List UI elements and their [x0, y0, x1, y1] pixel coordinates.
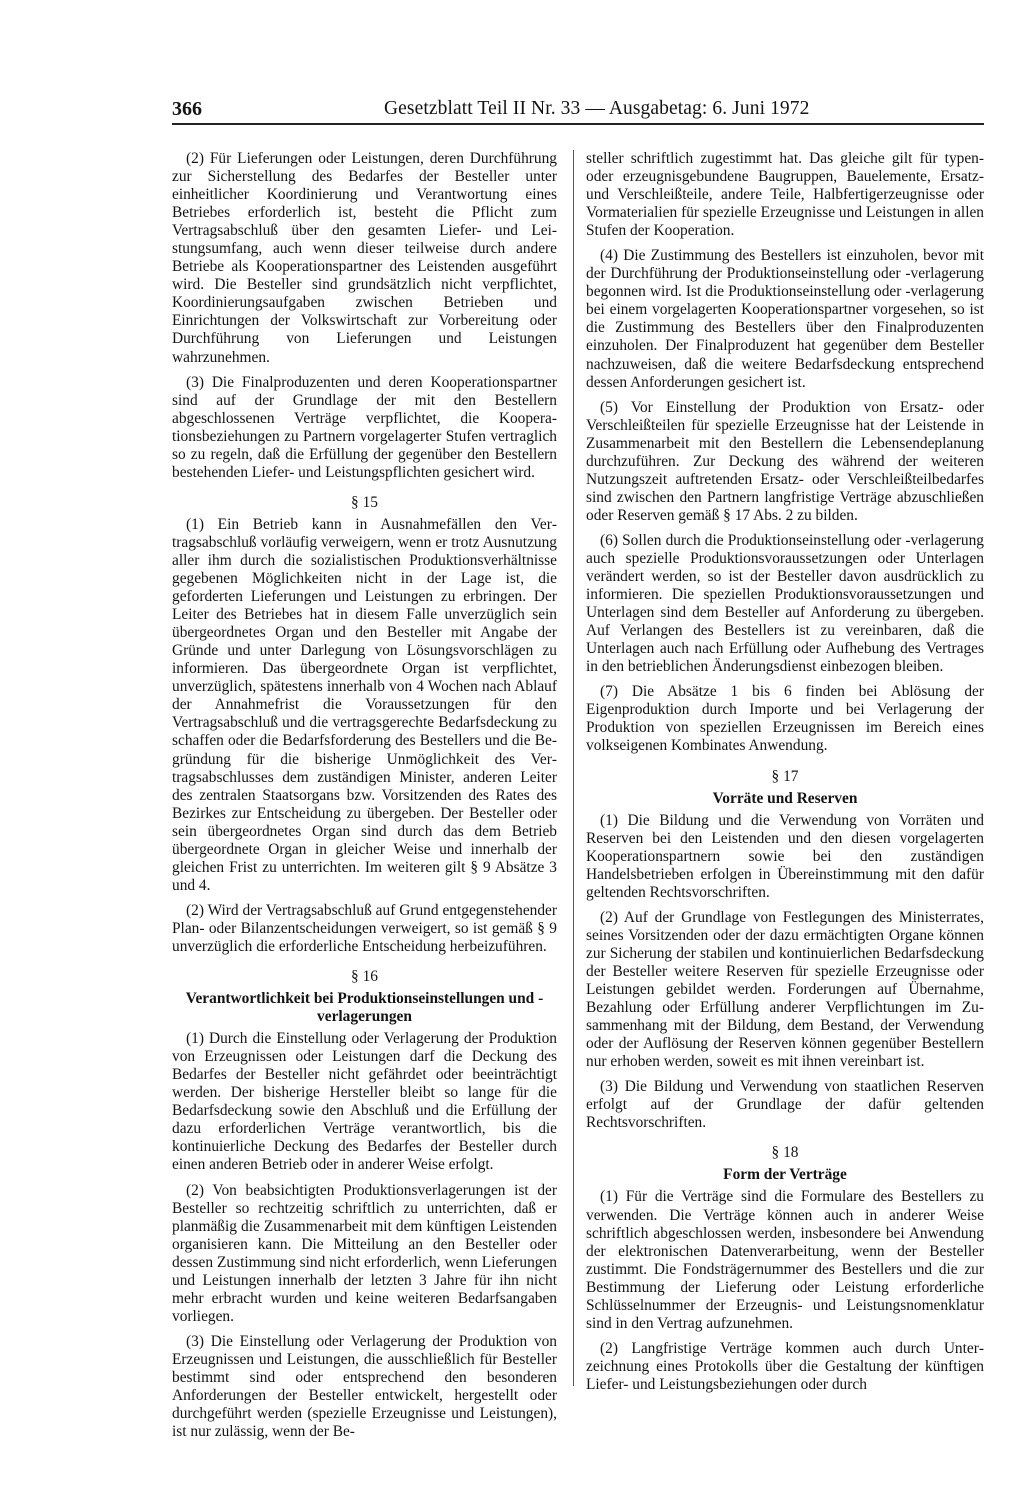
section-heading: § 16: [351, 968, 378, 986]
paragraph: (3) Die Finalproduzenten und deren Kooperationspartner sind auf der Grundlage der mit den Bestellern abgeschlossenen Verträge verpflichtet, die Kooperationsbeziehungen zu Partnern vorgelagerter Stufen vertraglich so zu regeln, daß die Erfüllung der gegenüber den Bestellern bestehenden Liefer- und Leistungspflichten gesichert wird.: [172, 373, 557, 481]
section-heading: § 17: [771, 767, 799, 785]
paragraph: (6) Sollen durch die Produktionseinstellung oder -verlagerung auch spezielle Produktionsvoraussetzungen oder Unterlagen verändert werden, so ist der Besteller davon ausdrücklich zu informieren. Die speziellen Produktionsvoraussetzungen und Unterlagen sind dem Besteller auf Anforderung zu übergeben. Auf Verlangen des Bestellers ist zu vereinbaren, daß die Unterlagen auch nach Erfüllung oder Aufhebung des Vertrages in den betrieblichen Änderungsdienst einbezogen bleiben.: [586, 531, 984, 676]
page-header: [172, 98, 982, 130]
section-heading: § 15: [351, 493, 378, 511]
section-title: Form der Verträge: [723, 1166, 847, 1184]
header-rule: [172, 123, 984, 125]
paragraph: (1) Durch die Einstellung oder Verlagerung der Produktion von Erzeugnissen oder Leistungen darf die Deckung des Bedarfes der Besteller nicht gefährdet oder beeinträchtigt werden. Der bisherige Hersteller bleibt so lange für die Bedarfsdeckung sowie den Abschluß und die Erfüllung der dazu erforderlichen Verträge verantwortlich, bis die kontinuierliche Deckung des Bedarfes der Besteller durch einen anderen Betrieb oder in anderer Weise erfolgt.: [172, 1030, 557, 1174]
paragraph: (2) Von beabsichtigten Produktionsverlagerungen ist der Besteller so rechtzeitig schriftlich zu unterrichten, daß er planmäßig die Zusammenarbeit mit dem künftigen Leistenden organisieren kann. Die Mitteilung an den Besteller oder dessen Zustimmung sind nicht erforderlich, wenn Lieferungen und Leistungen innerhalb der letzten 3 Jahre für ihn nicht mehr erbracht wurden und keine weiteren Bedarfsangaben vorliegen.: [172, 1181, 557, 1325]
running-title: Gesetzblatt Teil II Nr. 33 — Ausgabetag: 6. Juni 1972: [384, 98, 810, 119]
paragraph: (4) Die Zustimmung des Bestellers ist einzuholen, bevor mit der Durchführung der Produktionseinstellung oder -verlagerung begonnen wird. Ist die Produktionseinstellung oder -verlagerung bei einem vorgelagerten Kooperationspartner vorgesehen, so ist die Zustimmung des Bestellers über den Finalproduzenten einzuholen. Der Finalproduzent hat gegenüber dem Besteller nachzuweisen, daß die weitere Bedarfsdeckung entsprechend dessen Anforderungen gesichert ist.: [586, 247, 984, 391]
left-column: [172, 150, 557, 1448]
paragraph: (2) Auf der Grundlage von Festlegungen des Ministerrates, seines Vorsitzenden oder der dazu ermächtigten Organe können zur Sicherung der stabilen und kontinuierlichen Bedarfsdeckung der Besteller weitere Reserven für spezielle Erzeugnisse oder Leistungen gebildet werden. Forderungen auf Übernahme, Bezahlung oder Erfüllung anderer Verpflichtungen im Zusammenhang mit der Bildung, dem Bestand, der Verwendung oder der Auflösung der Reserven können gegenüber Bestellern nur erhoben werden, soweit es mit ihnen vereinbart ist.: [586, 908, 984, 1071]
column-divider: [573, 150, 574, 1386]
right-column: [586, 150, 984, 1401]
section-title: Vorräte und Reserven: [712, 789, 858, 807]
page-number: 366: [172, 98, 202, 120]
paragraph: (5) Vor Einstellung der Produktion von Ersatz- oder Verschleißteilen für spezielle Erzeugnisse hat der Leistende in Zusammenarbeit mit den Bestellern die Lebensendeplanung durchzuführen. Zur Deckung des während der weiteren Nutzungszeit auftretenden Ersatz- oder Verschleißteilbedarfes sind zwischen den Partnern langfristige Verträge abzuschließen oder Reserven gemäß § 17 Abs. 2 zu bilden.: [586, 398, 984, 524]
paragraph: (2) Für Lieferungen oder Leistungen, deren Durchführung zur Sicherstellung des Bedarfes der Besteller unter einheitlicher Koordinierung und Verantwortung eines Betriebes erforderlich ist, besteht die Pflicht zum Vertragsabschluß über den gesamten Liefer- und Leistungsumfang, auch wenn dieser teilweise durch andere Betriebe als Kooperationspartner des Leistenden ausgeführt wird. Die Besteller sind grundsätzlich nicht verpflichtet, Koordinierungsaufgaben zwischen Betrieben und Einrichtungen der Volkswirtschaft zur Vorbereitung oder Durchführung von Lieferungen und Leistungen wahrzunehmen.: [172, 150, 557, 366]
section-title: Verantwortlichkeit bei Produktionseinstellungen und -verlagerungen: [185, 990, 544, 1026]
paragraph: (7) Die Absätze 1 bis 6 finden bei Ablösung der Eigenproduktion durch Importe und bei Verlagerung der Produktion von speziellen Erzeugnissen im Bereich eines volkseigenen Kombinates Anwendung.: [586, 683, 984, 755]
section-heading: § 18: [771, 1144, 799, 1162]
paragraph: (1) Ein Betrieb kann in Ausnahmefällen den Vertragsabschluß vorläufig verweigern, wenn er trotz Ausnutzung aller ihm durch die sozialistischen Produktionsverhältnisse gegebenen Möglichkeiten nicht in der Lage ist, die geforderten Lieferungen und Leistungen zu erbringen. Der Leiter des Betriebes hat in diesem Falle unverzüglich sein übergeordnetes Organ und den Besteller mit Angabe der Gründe und unter Darlegung von Lösungsvorschlägen zu informieren. Das übergeordnete Organ ist verpflichtet, unverzüglich, spätestens innerhalb von 4 Wochen nach Ablauf der Annahmefrist die Voraussetzungen für den Vertragsabschluß und die vertragsgerechte Bedarfsdeckung zu schaffen oder die Bedarfsforderung des Bestellers und die Begründung für die bisherige Unmöglichkeit des Vertragsabschlusses dem zuständigen Minister, anderen Leiter des zentralen Staatsorgans bzw. Vorsitzenden des Rates des Bezirkes zur Entscheidung zu übergeben. Der Besteller oder sein übergeordnetes Organ sind durch das dem Betrieb übergeordnete Organ in gleicher Weise und innerhalb der gleichen Frist zu unterrichten. Im weiteren gilt § 9 Absätze 3 und 4.: [172, 515, 557, 894]
paragraph: (3) Die Bildung und Verwendung von staatlichen Reserven erfolgt auf der Grundlage der dafür geltenden Rechtsvorschriften.: [586, 1078, 984, 1132]
paragraph: (1) Die Bildung und die Verwendung von Vorräten und Reserven bei den Leistenden und den diesen vorgelagerten Kooperationspartnern sowie bei den zuständigen Handelsbetrieben erfolgen in Übereinstimmung mit den dafür geltenden Rechtsvorschriften.: [586, 811, 984, 901]
paragraph: (2) Langfristige Verträge kommen auch durch Unterzeichnung eines Protokolls über die Gestaltung der künftigen Liefer- und Leistungsbeziehungen oder durch: [586, 1339, 984, 1393]
paragraph: (2) Wird der Vertragsabschluß auf Grund entgegenstehender Plan- oder Bilanzentscheidungen verweigert, so ist gemäß § 9 unverzüglich die erforderliche Entscheidung herbeizuführen.: [172, 901, 557, 955]
paragraph: steller schriftlich zugestimmt hat. Das gleiche gilt für typen- oder erzeugnisgebundene Baugruppen, Bauelemente, Ersatz- und Verschleißteile, andere Teile, Halbfertigerzeugnisse oder Vormaterialien für spezielle Erzeugnisse und Leistungen in allen Stufen der Kooperation.: [586, 150, 984, 240]
paragraph: (3) Die Einstellung oder Verlagerung der Produktion von Erzeugnissen und Leistungen, die ausschließlich für Besteller bestimmt sind oder entsprechend den besonderen Anforderungen der Besteller entwickelt, hergestellt oder durchgeführt werden (spezielle Erzeugnisse und Leistungen), ist nur zulässig, wenn der Be-: [172, 1332, 557, 1441]
paragraph: (1) Für die Verträge sind die Formulare des Bestellers zu verwenden. Die Verträge können auch in anderer Weise schriftlich abgeschlossen werden, insbesondere bei Anwendung der elektronischen Datenverarbeitung, wenn der Besteller zustimmt. Die Fondsträgernummer des Bestellers und die zur Bestimmung der Lieferung oder Leistung erforderliche Schlüsselnummer der Erzeugnis- und Leistungsnomenklatur sind in den Vertrag aufzunehmen.: [586, 1188, 984, 1332]
